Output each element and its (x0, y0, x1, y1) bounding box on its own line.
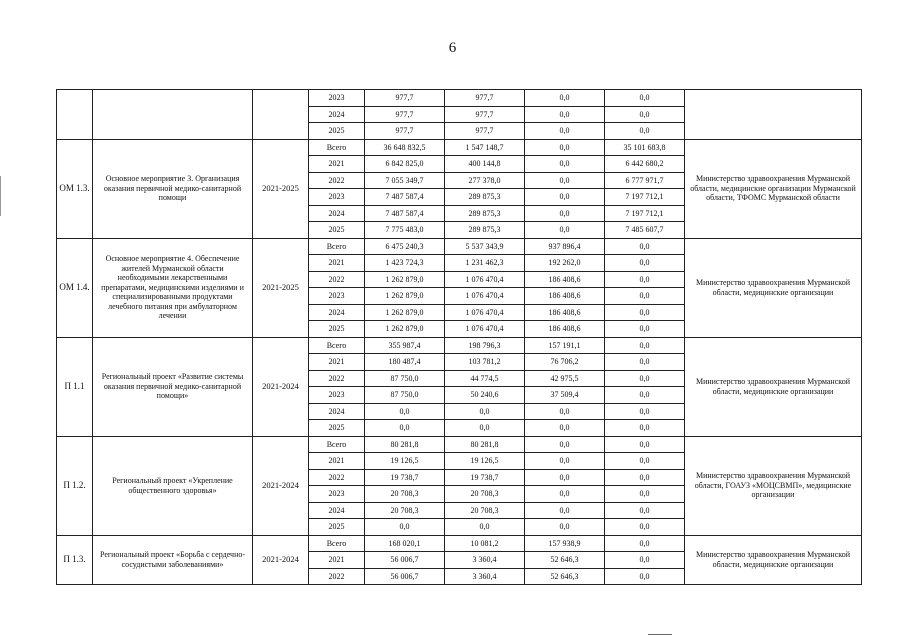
cell-period (253, 90, 309, 140)
cell-total: 20 708,3 (365, 502, 445, 519)
cell-source-3: 0,0 (605, 469, 685, 486)
table-row (57, 139, 862, 156)
cell-source-2: 42 975,5 (525, 370, 605, 387)
cell-total: 87 750,0 (365, 370, 445, 387)
cell-year: Всего (309, 436, 365, 453)
cell-source-2: 186 408,6 (525, 321, 605, 338)
cell-year: 2025 (309, 321, 365, 338)
cell-source-1: 20 708,3 (445, 502, 525, 519)
cell-total: 7 055 349,7 (365, 172, 445, 189)
cell-year: 2025 (309, 123, 365, 140)
cell-year: 2023 (309, 486, 365, 503)
cell-source-2: 0,0 (525, 486, 605, 503)
cell-source-3: 0,0 (605, 552, 685, 569)
cell-source-2: 186 408,6 (525, 271, 605, 288)
cell-source-3: 0,0 (605, 436, 685, 453)
cell-source-3: 7 197 712,1 (605, 205, 685, 222)
cell-source-3: 6 777 971,7 (605, 172, 685, 189)
cell-source-3: 0,0 (605, 403, 685, 420)
cell-total: 1 262 879,0 (365, 304, 445, 321)
cell-source-2: 937 896,4 (525, 238, 605, 255)
cell-source-3: 0,0 (605, 568, 685, 585)
cell-year: 2024 (309, 502, 365, 519)
cell-source-2: 0,0 (525, 172, 605, 189)
cell-source-1: 19 126,5 (445, 453, 525, 470)
cell-total: 977,7 (365, 90, 445, 107)
cell-total: 7 487 587,4 (365, 189, 445, 206)
cell-source-2: 186 408,6 (525, 288, 605, 305)
cell-source-1: 3 360,4 (445, 552, 525, 569)
page-number: 6 (448, 40, 457, 56)
cell-source-3: 0,0 (605, 321, 685, 338)
cell-total: 6 475 240,3 (365, 238, 445, 255)
cell-source-3: 0,0 (605, 420, 685, 437)
cell-code (57, 90, 93, 140)
cell-source-2: 0,0 (525, 420, 605, 437)
cell-executors: Министерство здравоохранения Мурманской области, медицинские организации (685, 535, 862, 585)
cell-source-1: 0,0 (445, 519, 525, 536)
cell-year: Всего (309, 139, 365, 156)
cell-total: 1 262 879,0 (365, 321, 445, 338)
cell-executors (685, 90, 862, 140)
cell-total: 6 842 825,0 (365, 156, 445, 173)
cell-source-2: 157 938,9 (525, 535, 605, 552)
cell-name (93, 90, 253, 140)
funding-table (56, 89, 862, 585)
cell-source-1: 1 076 470,4 (445, 271, 525, 288)
cell-source-3: 0,0 (605, 271, 685, 288)
cell-source-1: 44 774,5 (445, 370, 525, 387)
cell-source-3: 7 485 607,7 (605, 222, 685, 239)
cell-year: 2023 (309, 288, 365, 305)
cell-source-3: 7 197 712,1 (605, 189, 685, 206)
cell-year: 2023 (309, 90, 365, 107)
cell-source-1: 977,7 (445, 106, 525, 123)
cell-source-3: 0,0 (605, 304, 685, 321)
table-row (57, 535, 862, 552)
cell-year: 2023 (309, 189, 365, 206)
cell-name: Региональный проект «Борьба с сердечно-сосудистыми заболеваниями» (93, 535, 253, 585)
cell-source-1: 289 875,3 (445, 205, 525, 222)
cell-total: 19 738,7 (365, 469, 445, 486)
cell-source-3: 35 101 683,8 (605, 139, 685, 156)
cell-source-1: 977,7 (445, 123, 525, 140)
cell-source-2: 0,0 (525, 403, 605, 420)
cell-period: 2021-2024 (253, 436, 309, 535)
cell-source-2: 52 646,3 (525, 552, 605, 569)
cell-name: Региональный проект «Укрепление общественного здоровья» (93, 436, 253, 535)
cell-name: Основное мероприятие 4. Обеспечение жителей Мурманской области необходимыми лекарственными препаратами, медицинскими изделиями и специализированными продуктами лечебного питания при амбулаторном лечении (93, 238, 253, 337)
cell-source-2: 0,0 (525, 502, 605, 519)
cell-source-1: 977,7 (445, 90, 525, 107)
cell-source-1: 289 875,3 (445, 222, 525, 239)
cell-total: 1 423 724,3 (365, 255, 445, 272)
cell-year: 2024 (309, 304, 365, 321)
table-row (57, 238, 862, 255)
cell-source-2: 0,0 (525, 189, 605, 206)
cell-source-3: 0,0 (605, 106, 685, 123)
cell-source-1: 400 144,8 (445, 156, 525, 173)
cell-source-1: 1 547 148,7 (445, 139, 525, 156)
cell-code: П 1.2. (57, 436, 93, 535)
cell-executors: Министерство здравоохранения Мурманской области, медицинские организации (685, 238, 862, 337)
cell-total: 0,0 (365, 403, 445, 420)
cell-source-3: 0,0 (605, 238, 685, 255)
cell-source-1: 277 378,0 (445, 172, 525, 189)
cell-executors: Министерство здравоохранения Мурманской области, ГОАУЗ «МОЦСВМП», медицинские организации (685, 436, 862, 535)
table-row (57, 436, 862, 453)
cell-source-2: 76 706,2 (525, 354, 605, 371)
cell-year: 2021 (309, 354, 365, 371)
cell-year: 2022 (309, 370, 365, 387)
cell-source-1: 1 076 470,4 (445, 304, 525, 321)
cell-source-1: 80 281,8 (445, 436, 525, 453)
cell-total: 168 020,1 (365, 535, 445, 552)
cell-source-3: 0,0 (605, 255, 685, 272)
cell-source-3: 0,0 (605, 387, 685, 404)
cell-total: 56 006,7 (365, 552, 445, 569)
cell-source-1: 10 081,2 (445, 535, 525, 552)
cell-executors: Министерство здравоохранения Мурманской области, медицинские организации (685, 337, 862, 436)
cell-year: 2023 (309, 387, 365, 404)
cell-source-3: 0,0 (605, 337, 685, 354)
cell-code: П 1.3. (57, 535, 93, 585)
cell-total: 80 281,8 (365, 436, 445, 453)
cell-source-3: 0,0 (605, 354, 685, 371)
cell-source-2: 0,0 (525, 90, 605, 107)
cell-year: 2024 (309, 106, 365, 123)
cell-year: 2025 (309, 420, 365, 437)
cell-total: 1 262 879,0 (365, 288, 445, 305)
cell-source-2: 52 646,3 (525, 568, 605, 585)
cell-source-3: 0,0 (605, 123, 685, 140)
cell-year: 2022 (309, 172, 365, 189)
cell-year: Всего (309, 238, 365, 255)
cell-total: 19 126,5 (365, 453, 445, 470)
cell-name: Основное мероприятие 3. Организация оказания первичной медико-санитарной помощи (93, 139, 253, 238)
scan-bottom-mark (648, 634, 672, 635)
cell-year: 2024 (309, 205, 365, 222)
cell-total: 977,7 (365, 123, 445, 140)
cell-source-2: 0,0 (525, 139, 605, 156)
cell-total: 87 750,0 (365, 387, 445, 404)
cell-total: 180 487,4 (365, 354, 445, 371)
table-row (57, 90, 862, 107)
cell-source-2: 0,0 (525, 156, 605, 173)
cell-code: П 1.1 (57, 337, 93, 436)
cell-source-2: 186 408,6 (525, 304, 605, 321)
cell-source-2: 0,0 (525, 436, 605, 453)
cell-source-1: 19 738,7 (445, 469, 525, 486)
cell-name: Региональный проект «Развитие системы оказания первичной медико-санитарной помощи» (93, 337, 253, 436)
cell-total: 0,0 (365, 519, 445, 536)
cell-source-1: 50 240,6 (445, 387, 525, 404)
cell-source-3: 0,0 (605, 502, 685, 519)
cell-source-2: 0,0 (525, 106, 605, 123)
cell-year: 2021 (309, 453, 365, 470)
cell-total: 7 775 483,0 (365, 222, 445, 239)
cell-source-2: 0,0 (525, 519, 605, 536)
cell-source-3: 0,0 (605, 535, 685, 552)
cell-year: 2022 (309, 568, 365, 585)
cell-source-3: 0,0 (605, 370, 685, 387)
cell-source-3: 0,0 (605, 486, 685, 503)
cell-period: 2021-2025 (253, 139, 309, 238)
cell-source-2: 0,0 (525, 222, 605, 239)
cell-period: 2021-2024 (253, 535, 309, 585)
cell-source-3: 6 442 680,2 (605, 156, 685, 173)
cell-source-2: 0,0 (525, 469, 605, 486)
cell-source-2: 0,0 (525, 453, 605, 470)
cell-period: 2021-2025 (253, 238, 309, 337)
cell-source-2: 0,0 (525, 205, 605, 222)
cell-year: Всего (309, 535, 365, 552)
cell-year: 2022 (309, 469, 365, 486)
cell-year: 2021 (309, 552, 365, 569)
cell-total: 1 262 879,0 (365, 271, 445, 288)
cell-source-1: 20 708,3 (445, 486, 525, 503)
cell-total: 56 006,7 (365, 568, 445, 585)
cell-year: 2025 (309, 222, 365, 239)
cell-source-1: 198 796,3 (445, 337, 525, 354)
cell-year: 2022 (309, 271, 365, 288)
cell-code: ОМ 1.3. (57, 139, 93, 238)
scan-margin-mark (0, 176, 1, 216)
cell-source-1: 1 076 470,4 (445, 321, 525, 338)
cell-source-1: 1 076 470,4 (445, 288, 525, 305)
cell-source-3: 0,0 (605, 519, 685, 536)
cell-total: 977,7 (365, 106, 445, 123)
cell-source-2: 37 509,4 (525, 387, 605, 404)
cell-year: 2025 (309, 519, 365, 536)
cell-total: 0,0 (365, 420, 445, 437)
cell-source-1: 0,0 (445, 420, 525, 437)
cell-source-1: 103 781,2 (445, 354, 525, 371)
cell-source-2: 192 262,0 (525, 255, 605, 272)
cell-year: 2024 (309, 403, 365, 420)
cell-source-1: 0,0 (445, 403, 525, 420)
cell-source-2: 157 191,1 (525, 337, 605, 354)
cell-year: 2021 (309, 156, 365, 173)
cell-source-2: 0,0 (525, 123, 605, 140)
cell-code: ОМ 1.4. (57, 238, 93, 337)
cell-period: 2021-2024 (253, 337, 309, 436)
cell-source-1: 3 360,4 (445, 568, 525, 585)
cell-source-1: 5 537 343,9 (445, 238, 525, 255)
cell-total: 355 987,4 (365, 337, 445, 354)
cell-source-3: 0,0 (605, 90, 685, 107)
cell-executors: Министерство здравоохранения Мурманской области, медицинские организации Мурманской области, ТФОМС Мурманской области (685, 139, 862, 238)
cell-source-1: 1 231 462,3 (445, 255, 525, 272)
cell-total: 36 648 832,5 (365, 139, 445, 156)
table-row (57, 337, 862, 354)
cell-year: 2021 (309, 255, 365, 272)
cell-source-3: 0,0 (605, 288, 685, 305)
cell-total: 20 708,3 (365, 486, 445, 503)
cell-source-3: 0,0 (605, 453, 685, 470)
cell-source-1: 289 875,3 (445, 189, 525, 206)
cell-total: 7 487 587,4 (365, 205, 445, 222)
cell-year: Всего (309, 337, 365, 354)
